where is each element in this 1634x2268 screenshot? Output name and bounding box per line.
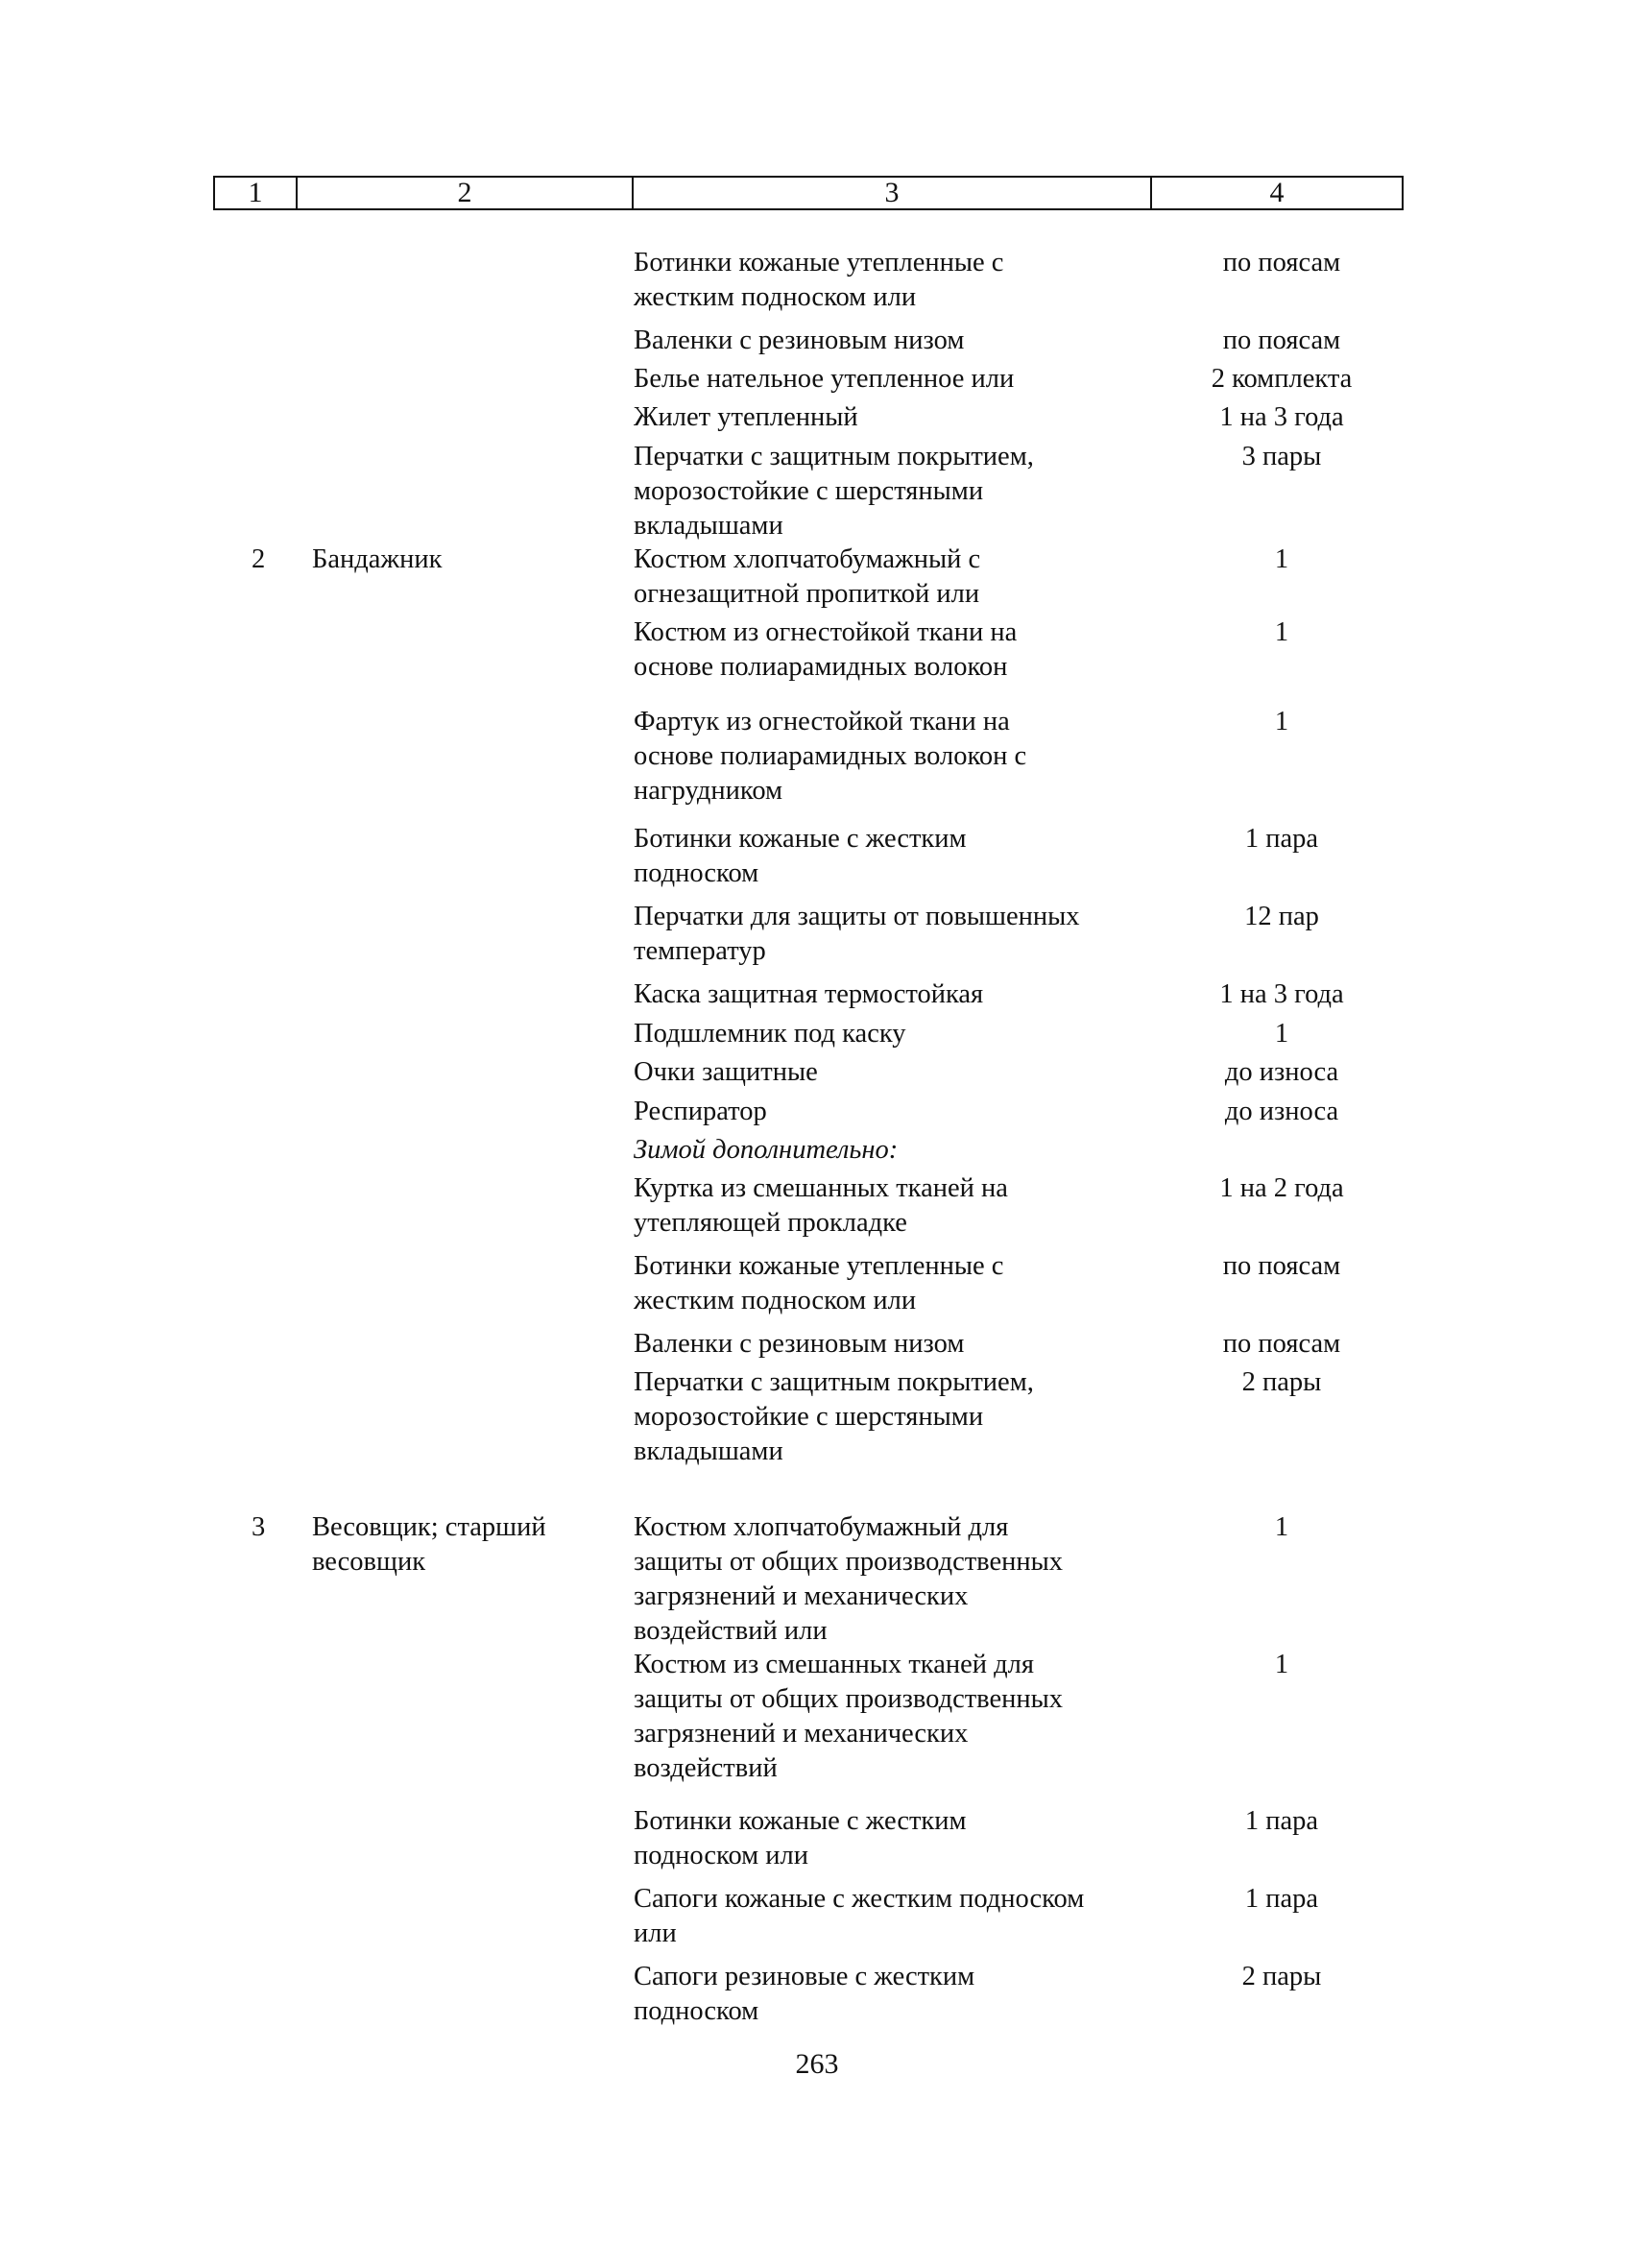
issue-norm: 1 — [1274, 1650, 1289, 1679]
issue-norm: по поясам — [1222, 1251, 1341, 1281]
header-cell-2: 2 — [296, 178, 632, 208]
protective-item-name: Жилет утепленный — [634, 402, 858, 432]
protective-item-name: воздействий — [634, 1753, 778, 1783]
issue-norm: 1 — [1274, 1019, 1289, 1049]
row-number: 2 — [252, 544, 266, 574]
protective-item-name: Ботинки кожаные утепленные с — [634, 1251, 1004, 1281]
protective-item-name: Сапоги кожаные с жестким подноском — [634, 1884, 1085, 1914]
issue-norm: 1 пара — [1244, 1884, 1319, 1914]
protective-item-name: подноском или — [634, 1841, 809, 1870]
protective-item-name: вкладышами — [634, 1436, 783, 1466]
protective-item-name: утепляющей прокладке — [634, 1208, 907, 1238]
issue-norm: 1 на 2 года — [1219, 1173, 1344, 1203]
issue-norm: по поясам — [1222, 248, 1341, 277]
protective-item-name: Ботинки кожаные с жестким — [634, 824, 967, 854]
protective-item-name: защиты от общих производственных — [634, 1684, 1064, 1714]
issue-norm: 1 на 3 года — [1219, 979, 1344, 1009]
issue-norm: 1 — [1274, 707, 1289, 736]
issue-norm: до износа — [1224, 1097, 1339, 1126]
issue-norm: 1 — [1274, 617, 1289, 647]
protective-item-name: Ботинки кожаные утепленные с — [634, 248, 1004, 277]
issue-norm: 1 — [1274, 1512, 1289, 1542]
protective-item-name: подноском — [634, 858, 759, 888]
header-cell-4: 4 — [1150, 178, 1402, 208]
protective-item-name: Костюм хлопчатобумажный для — [634, 1512, 1009, 1542]
column-number-header — [213, 176, 1404, 210]
protective-item-name: подноском — [634, 1996, 759, 2026]
issue-norm: 1 пара — [1244, 1806, 1319, 1836]
protective-item-name: жестким подноском или — [634, 1286, 917, 1315]
protective-item-name: Валенки с резиновым низом — [634, 1329, 965, 1359]
profession-name: весовщик — [312, 1547, 426, 1577]
protective-item-name: нагрудником — [634, 776, 783, 806]
protective-item-name: температур — [634, 936, 766, 966]
protective-item-name: Костюм из смешанных тканей для — [634, 1650, 1034, 1679]
protective-item-name: жестким подноском или — [634, 282, 917, 312]
issue-norm: по поясам — [1222, 326, 1341, 355]
page-number: 263 — [795, 2048, 839, 2080]
issue-norm: до износа — [1224, 1057, 1339, 1087]
protective-item-name: морозостойкие с шерстяными — [634, 476, 984, 506]
protective-item-name: Валенки с резиновым низом — [634, 326, 965, 355]
protective-item-name: Белье нательное утепленное или — [634, 364, 1015, 394]
header-cell-3: 3 — [632, 178, 1150, 208]
profession-name: Весовщик; старший — [312, 1512, 546, 1542]
protective-item-name: загрязнений и механических — [634, 1581, 969, 1611]
protective-item-name: загрязнений и механических — [634, 1719, 969, 1749]
protective-item-name: основе полиарамидных волокон с — [634, 741, 1027, 771]
issue-norm: 1 пара — [1244, 824, 1319, 854]
protective-item-name: защиты от общих производственных — [634, 1547, 1064, 1577]
issue-norm: по поясам — [1222, 1329, 1341, 1359]
protective-item-name: Перчатки с защитным покрытием, — [634, 442, 1034, 471]
protective-item-name: Подшлемник под каску — [634, 1019, 906, 1049]
protective-item-name: Респиратор — [634, 1097, 767, 1126]
issue-norm: 2 комплекта — [1211, 364, 1353, 394]
row-number: 3 — [252, 1512, 266, 1542]
issue-norm: 2 пары — [1241, 1367, 1322, 1397]
protective-item-name: вкладышами — [634, 511, 783, 541]
header-cell-1: 1 — [248, 177, 263, 208]
protective-item-name: Костюм хлопчатобумажный с — [634, 544, 981, 574]
issue-norm: 12 пар — [1244, 902, 1319, 931]
issue-norm: 1 на 3 года — [1219, 402, 1344, 432]
protective-item-name: огнезащитной пропиткой или — [634, 579, 980, 609]
protective-item-name: морозостойкие с шерстяными — [634, 1402, 984, 1432]
protective-item-name: Каска защитная термостойкая — [634, 979, 984, 1009]
protective-item-name: Перчатки для защиты от повышенных — [634, 902, 1080, 931]
profession-name: Бандажник — [312, 544, 443, 574]
protective-item-name: или — [634, 1918, 677, 1948]
protective-item-name: основе полиарамидных волокон — [634, 652, 1008, 682]
protective-item-name: воздействий или — [634, 1616, 828, 1646]
issue-norm: 2 пары — [1241, 1962, 1322, 1991]
protective-item-name: Перчатки с защитным покрытием, — [634, 1367, 1034, 1397]
protective-item-name: Фартук из огнестойкой ткани на — [634, 707, 1010, 736]
protective-item-name: Сапоги резиновые с жестким — [634, 1962, 975, 1991]
protective-item-name: Очки защитные — [634, 1057, 818, 1087]
issue-norm: 3 пары — [1241, 442, 1322, 471]
protective-item-name: Куртка из смешанных тканей на — [634, 1173, 1008, 1203]
protective-item-name: Зимой дополнительно: — [634, 1135, 899, 1165]
protective-item-name: Ботинки кожаные с жестким — [634, 1806, 967, 1836]
issue-norm: 1 — [1274, 544, 1289, 574]
protective-item-name: Костюм из огнестойкой ткани на — [634, 617, 1018, 647]
